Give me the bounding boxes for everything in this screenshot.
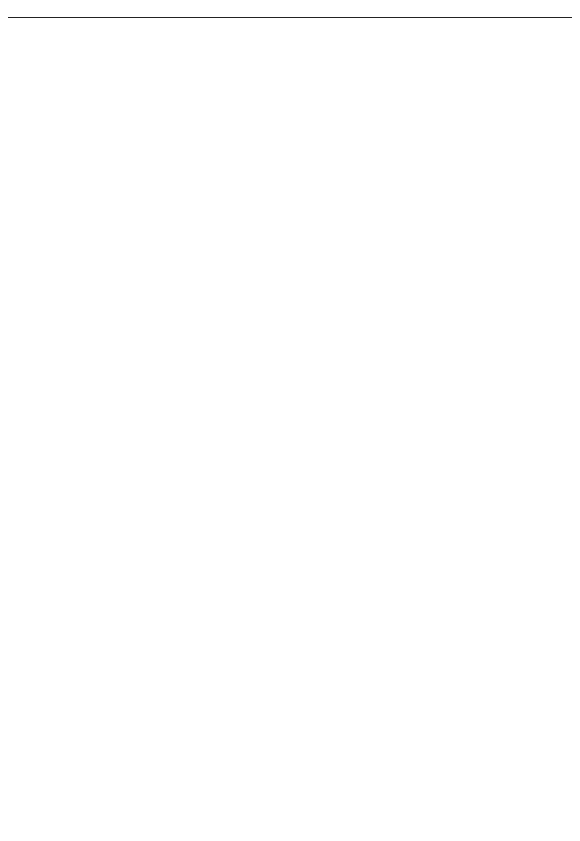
page-header: [8, 4, 572, 18]
